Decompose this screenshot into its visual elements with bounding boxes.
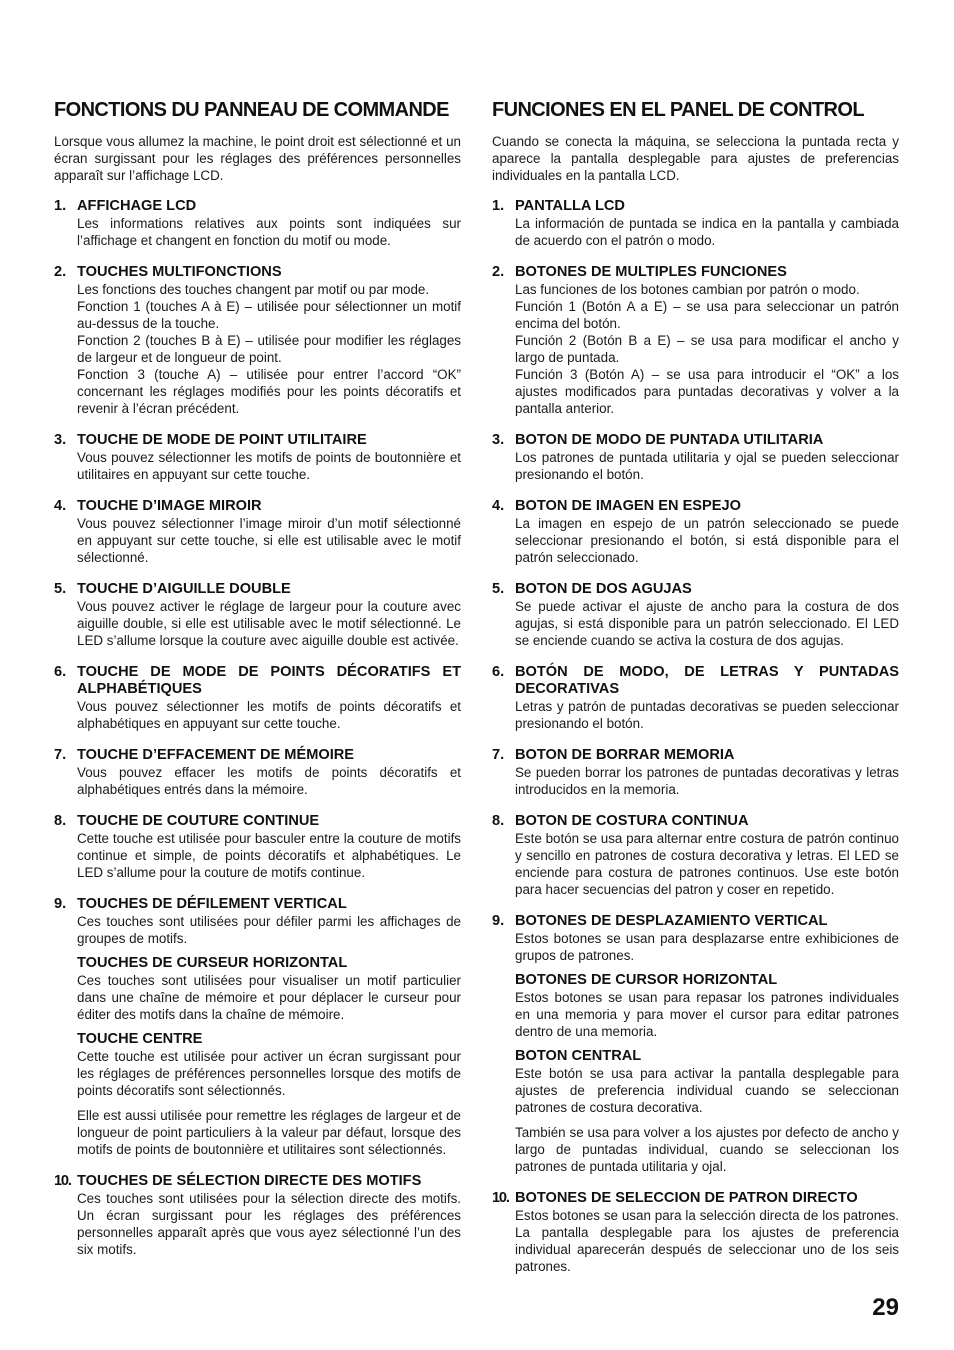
item-title: BOTON DE BORRAR MEMORIA: [515, 747, 735, 763]
item-heading: [492, 913, 899, 930]
item-body: [492, 281, 899, 417]
item-number: 4.: [54, 498, 67, 514]
item-heading: [54, 747, 461, 764]
item-paragraph: Fonction 1 (touches A à E) – utilisée pour sélectionner un motif au-dessus de la touche.: [77, 299, 461, 331]
item-title: BOTÓN DE MODO, DE LETRAS Y PUNTADAS DECORATIVAS: [515, 664, 899, 697]
sub-item-paragraph: Ces touches sont utilisées pour visualiser un motif particulier dans une chaîne de mémoire et pour déplacer le curseur pour éditer des motifs dans la chaîne de mémoire.: [77, 973, 461, 1022]
item-number: 1.: [54, 198, 67, 214]
intro-paragraph: Cuando se conecta la máquina, se selecciona la puntada recta y aparece la pantalla desplegable para ajustes de preferencias individuales en la pantalla LCD.: [492, 134, 899, 183]
item-body: [492, 930, 899, 1175]
item-paragraph: Se pueden borrar los patrones de puntadas decorativas y letras introducidos en la memoria.: [515, 765, 899, 797]
list-item: [54, 813, 461, 881]
item-number: 3.: [54, 432, 67, 448]
item-heading: [54, 498, 461, 515]
list-item: [492, 1190, 899, 1275]
item-title: BOTON DE COSTURA CONTINUA: [515, 813, 749, 829]
item-heading: [54, 1173, 461, 1190]
list-item: [54, 198, 461, 249]
list-item: [492, 664, 899, 732]
item-paragraph: Fonction 2 (touches B à E) – utilisée pour modifier les réglages de largeur et de longueur de point.: [77, 333, 461, 365]
list-item: [54, 1173, 461, 1258]
item-body: [54, 449, 461, 483]
sub-item-title: BOTONES DE CURSOR HORIZONTAL: [515, 972, 778, 988]
list-item: [492, 813, 899, 898]
item-paragraph: Ces touches sont utilisées pour la sélection directe des motifs. Un écran surgissant pour les réglages des préférences personnelles apparaît après que vous ayez sélectionné l’un des six motifs.: [77, 1191, 461, 1257]
item-number: 8.: [492, 813, 505, 829]
list-item: [54, 581, 461, 649]
item-number: 6.: [492, 664, 505, 680]
list-item: [492, 913, 899, 1175]
item-heading: [492, 747, 899, 764]
item-body: [54, 830, 461, 881]
item-heading: [492, 264, 899, 281]
item-paragraph: Función 1 (Botón A a E) – se usa para seleccionar un patrón encima del botón.: [515, 299, 899, 331]
spanish-column: [492, 98, 899, 1290]
item-number: 5.: [54, 581, 67, 597]
item-paragraph: Vous pouvez sélectionner l’image miroir d’un motif sélectionné en appuyant sur cette touche, si elle est utilisable avec le motif sélectionné.: [77, 516, 461, 565]
item-paragraph: La información de puntada se indica en la pantalla y cambiada de acuerdo con el patrón o modo.: [515, 216, 899, 248]
list-item: [492, 264, 899, 417]
item-heading: [492, 664, 899, 698]
item-title: AFFICHAGE LCD: [77, 198, 197, 214]
item-number: 1.: [492, 198, 505, 214]
list-item: [492, 198, 899, 249]
item-heading: [492, 432, 899, 449]
item-paragraph: Vous pouvez activer le réglage de largeur pour la couture avec aiguille double, si elle est utilisable avec le motif sélectionné. Le LED s’allume lorsque la couture avec aiguille double est activée.: [77, 599, 461, 648]
item-number: 9.: [492, 913, 505, 929]
item-number: 10.: [492, 1190, 509, 1206]
item-paragraph: Los patrones de puntada utilitaria y ojal se pueden seleccionar presionando el botón.: [515, 450, 899, 482]
item-body: [492, 1207, 899, 1275]
item-paragraph: Les informations relatives aux points sont indiquées sur l’affichage et changent en fonction du motif ou mode.: [77, 216, 461, 248]
sub-item-paragraph: Cette touche est utilisée pour activer un écran surgissant pour les réglages de préférences personnelles lorsque des motifs de points décoratifs sont sélectionnés.: [77, 1049, 461, 1098]
item-body: [54, 598, 461, 649]
item-paragraph: Este botón se usa para alternar entre costura de patrón continuo y sencillo en patrones de costura decorativa y letras. El LED se enciende para costura de patrones continuos. Use este botón para hacer secuencias del patron y coser en repetido.: [515, 831, 899, 897]
item-number: 6.: [54, 664, 67, 680]
item-body: [54, 698, 461, 732]
list-item: [54, 498, 461, 566]
item-title: TOUCHE DE MODE DE POINT UTILITAIRE: [77, 432, 367, 448]
item-heading: [54, 264, 461, 281]
sub-item: [515, 972, 899, 1040]
item-body: [492, 449, 899, 483]
item-paragraph: Ces touches sont utilisées pour défiler parmi les affichages de groupes de motifs.: [77, 914, 461, 946]
list-item: [492, 432, 899, 483]
item-heading: [54, 581, 461, 598]
list-item: [54, 747, 461, 798]
item-heading: [54, 198, 461, 215]
intro-paragraph: Lorsque vous allumez la machine, le point droit est sélectionné et un écran surgissant pour les réglages des préférences personnelles apparaît sur l’affichage LCD.: [54, 134, 461, 183]
item-title: BOTON DE MODO DE PUNTADA UTILITARIA: [515, 432, 824, 448]
item-body: [54, 913, 461, 1158]
item-body: [54, 515, 461, 566]
item-paragraph: Las funciones de los botones cambian por patrón o modo.: [515, 282, 860, 297]
item-paragraph: Se puede activar el ajuste de ancho para la costura de dos agujas, si está disponible para un patrón seleccionado. El LED se enciende cuando se activa la costura de dos agujas.: [515, 599, 899, 648]
item-body: [54, 215, 461, 249]
item-paragraph: Cette touche est utilisée pour basculer entre la couture de motifs continue et simple, de points décoratifs et alphabétiques. Le LED s’allume pour la couture de motifs continue.: [77, 831, 461, 880]
item-title: TOUCHE DE MODE DE POINTS DÉCORATIFS ET ALPHABÉTIQUES: [77, 664, 461, 697]
item-number: 2.: [492, 264, 505, 280]
list-item: [492, 581, 899, 649]
item-paragraph: Función 3 (Botón A) – se usa para introducir el “OK” a los ajustes modificados para puntadas decorativas y volver a la pantalla anterior.: [515, 367, 899, 416]
item-heading: [492, 581, 899, 598]
item-title: BOTON DE IMAGEN EN ESPEJO: [515, 498, 741, 514]
item-title: BOTONES DE SELECCION DE PATRON DIRECTO: [515, 1190, 858, 1206]
item-heading: [54, 896, 461, 913]
item-number: 5.: [492, 581, 505, 597]
item-number: 7.: [492, 747, 505, 763]
sub-item-paragraph: Estos botones se usan para repasar los patrones individuales en una memoria y para mover el cursor para editar patrones dentro de una memoria.: [515, 990, 899, 1039]
list-item: [54, 896, 461, 1158]
list-item: [54, 432, 461, 483]
list-item: [54, 664, 461, 732]
list-item: [54, 264, 461, 417]
section-title: FONCTIONS DU PANNEAU DE COMMANDE: [54, 99, 449, 121]
item-heading: [54, 813, 461, 830]
item-title: TOUCHE D’IMAGE MIROIR: [77, 498, 262, 514]
item-paragraph: La imagen en espejo de un patrón seleccionado se puede seleccionar presionando el botón, si está disponible para el patrón seleccionado.: [515, 516, 899, 565]
sub-item: [77, 955, 461, 1023]
item-number: 8.: [54, 813, 67, 829]
item-body: [492, 764, 899, 798]
list-item: [492, 498, 899, 566]
item-heading: [54, 432, 461, 449]
item-number: 9.: [54, 896, 67, 912]
sub-item: [77, 1031, 461, 1158]
item-number: 4.: [492, 498, 505, 514]
item-body: [54, 281, 461, 417]
item-heading: [492, 498, 899, 515]
item-heading: [492, 1190, 899, 1207]
item-paragraph: Letras y patrón de puntadas decorativas se pueden seleccionar presionando el botón.: [515, 699, 899, 731]
item-paragraph: Les fonctions des touches changent par motif ou par mode.: [77, 282, 430, 297]
item-heading: [492, 198, 899, 215]
page-number: 29: [872, 1294, 899, 1321]
sub-item-title: TOUCHE CENTRE: [77, 1031, 203, 1047]
sub-item-title: BOTON CENTRAL: [515, 1048, 642, 1064]
item-body: [54, 764, 461, 798]
sub-item-paragraph: También se usa para volver a los ajustes por defecto de ancho y largo de puntadas individual, cuando se seleccionan los patrones de puntada utilitaria y ojal.: [515, 1125, 899, 1174]
french-column: [54, 98, 461, 1273]
list-item: [492, 747, 899, 798]
sub-item: [515, 1048, 899, 1175]
item-paragraph: Vous pouvez sélectionner les motifs de points de boutonnière et utilitaires en appuyant sur cette touche.: [77, 450, 461, 482]
item-body: [492, 515, 899, 566]
item-title: BOTONES DE DESPLAZAMIENTO VERTICAL: [515, 913, 828, 929]
sub-item-title: TOUCHES DE CURSEUR HORIZONTAL: [77, 955, 348, 971]
item-paragraph: Estos botones se usan para desplazarse entre exhibiciones de grupos de patrones.: [515, 931, 899, 963]
item-title: BOTON DE DOS AGUJAS: [515, 581, 692, 597]
item-paragraph: Función 2 (Botón B a E) – se usa para modificar el ancho y largo de puntada.: [515, 333, 899, 365]
item-title: TOUCHES DE SÉLECTION DIRECTE DES MOTIFS: [77, 1173, 422, 1189]
item-number: 2.: [54, 264, 67, 280]
item-body: [492, 830, 899, 898]
item-body: [492, 215, 899, 249]
item-title: TOUCHE DE COUTURE CONTINUE: [77, 813, 320, 829]
sub-item-paragraph: Elle est aussi utilisée pour remettre les réglages de largeur et de longueur de point particuliers à la valeur par défaut, lorsque des motifs de points de boutonnière et utilitaires sont sélectionnés.: [77, 1108, 461, 1157]
item-heading: [492, 813, 899, 830]
sub-item-paragraph: Este botón se usa para activar la pantalla desplegable para ajustes de preferencia individual cuando se seleccionan patrones de costura decorativa.: [515, 1066, 899, 1115]
item-title: TOUCHES DE DÉFILEMENT VERTICAL: [77, 896, 347, 912]
item-title: PANTALLA LCD: [515, 198, 625, 214]
item-number: 7.: [54, 747, 67, 763]
item-body: [492, 698, 899, 732]
item-body: [54, 1190, 461, 1258]
item-heading: [54, 664, 461, 698]
item-title: BOTONES DE MULTIPLES FUNCIONES: [515, 264, 787, 280]
item-paragraph: Fonction 3 (touche A) – utilisée pour entrer l’accord “OK” concernant les réglages modifiés pour les points décoratifs et revenir à l’écran précédent.: [77, 367, 461, 416]
item-paragraph: Vous pouvez effacer les motifs de points décoratifs et alphabétiques entrés dans la mémoire.: [77, 765, 461, 797]
item-paragraph: Estos botones se usan para la selección directa de los patrones. La pantalla desplegable para los ajustes de preferencia individual aparecerán después de seleccionar uno de los seis patrones.: [515, 1208, 899, 1274]
item-title: TOUCHE D’EFFACEMENT DE MÉMOIRE: [77, 747, 355, 763]
item-number: 10.: [54, 1173, 71, 1189]
item-paragraph: Vous pouvez sélectionner les motifs de points décoratifs et alphabétiques en appuyant sur cette touche.: [77, 699, 461, 731]
item-title: TOUCHE D’AIGUILLE DOUBLE: [77, 581, 291, 597]
item-title: TOUCHES MULTIFONCTIONS: [77, 264, 282, 280]
item-body: [492, 598, 899, 649]
item-number: 3.: [492, 432, 505, 448]
section-title: FUNCIONES EN EL PANEL DE CONTROL: [492, 99, 864, 121]
